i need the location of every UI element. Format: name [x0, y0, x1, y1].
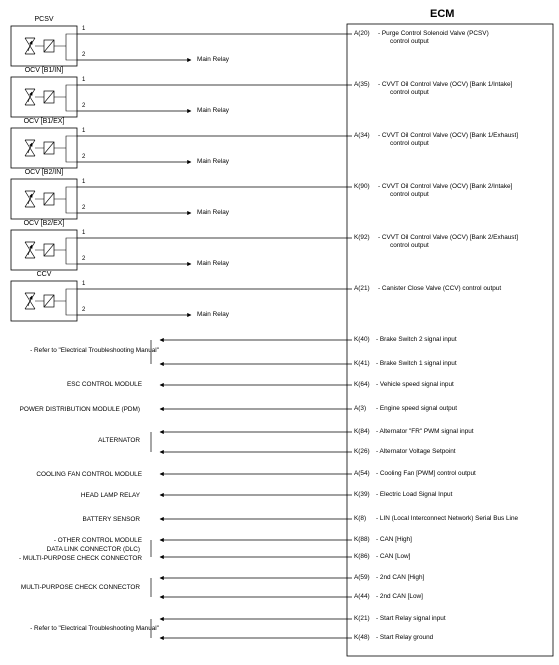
pin-2-number: 2 [82, 103, 86, 109]
signal-description: - Start Relay ground [376, 634, 434, 641]
pin-1-number: 1 [82, 128, 86, 134]
pin-2-number: 2 [82, 205, 86, 211]
signal-pin: A(3) [354, 405, 367, 412]
can-label-line1: - OTHER CONTROL MODULE [53, 537, 142, 544]
signal-description: - CAN [High] [376, 536, 412, 543]
signal-description: - Start Relay signal input [376, 615, 446, 622]
battery-sensor-label: BATTERY SENSOR [82, 516, 140, 523]
signal-description: - 2nd CAN [Low] [376, 593, 423, 600]
valve-pin: A(35) [354, 81, 370, 88]
valve-description: - Purge Control Solenoid Valve (PCSV) [378, 30, 489, 37]
signal-description: - 2nd CAN [High] [376, 574, 425, 581]
valve-description: - CVVT Oil Control Valve (OCV) [Bank 2/Exhaust] [378, 234, 519, 241]
pin-2-number: 2 [82, 307, 86, 313]
signal-description: - CAN [Low] [376, 553, 411, 560]
signal-description: - Brake Switch 2 signal input [376, 336, 457, 343]
signal-pin: K(84) [354, 428, 370, 435]
valve-description: - CVVT Oil Control Valve (OCV) [Bank 2/Intake] [378, 183, 513, 190]
cooling-fan-label: COOLING FAN CONTROL MODULE [36, 471, 142, 478]
signal-pin: K(21) [354, 615, 370, 622]
valve-description: - Canister Close Valve (CCV) control output [378, 285, 502, 292]
valve-label: CCV [36, 271, 52, 278]
signal-pin: A(44) [354, 593, 370, 600]
signal-pin: K(88) [354, 536, 370, 543]
signal-description: - Vehicle speed signal input [376, 381, 454, 388]
main-relay-label: Main Relay [197, 158, 229, 165]
signal-pin: K(39) [354, 491, 370, 498]
valve-label: OCV [B1/EX] [23, 118, 65, 125]
valve-description: - CVVT Oil Control Valve (OCV) [Bank 1/Exhaust] [378, 132, 519, 139]
valve-description: - CVVT Oil Control Valve (OCV) [Bank 1/Intake] [378, 81, 513, 88]
main-relay-label: Main Relay [197, 107, 229, 114]
valve-description-line2: control output [390, 38, 429, 45]
signal-description: - Brake Switch 1 signal input [376, 360, 457, 367]
valve-description-line2: control output [390, 89, 429, 96]
signal-description: - Alternator "FR" PWM signal input [376, 428, 474, 435]
signal-pin: K(41) [354, 360, 370, 367]
signal-description: - Engine speed signal output [376, 405, 458, 412]
pdm-label: POWER DISTRIBUTION MODULE (PDM) [19, 406, 140, 413]
alternator-label: ALTERNATOR [98, 437, 140, 444]
pin-2-number: 2 [82, 52, 86, 58]
signal-pin: A(54) [354, 470, 370, 477]
pin-1-number: 1 [82, 179, 86, 185]
valve-pin: K(92) [354, 234, 370, 241]
valve-label: OCV [B1/IN] [24, 67, 64, 74]
main-relay-label: Main Relay [197, 56, 229, 63]
mpc-label: MULTI-PURPOSE CHECK CONNECTOR [20, 584, 140, 591]
signal-pin: K(40) [354, 336, 370, 343]
signal-pin: K(48) [354, 634, 370, 641]
pin-1-number: 1 [82, 281, 86, 287]
valve-description-line2: control output [390, 191, 429, 198]
main-relay-label: Main Relay [197, 260, 229, 267]
signal-description: - Alternator Voltage Setpoint [376, 448, 456, 455]
pin-2-number: 2 [82, 256, 86, 262]
esc-label: ESC CONTROL MODULE [66, 381, 142, 388]
main-relay-label: Main Relay [197, 209, 229, 216]
pin-2-number: 2 [82, 154, 86, 160]
valve-label: PCSV [34, 16, 54, 23]
pin-1-number: 1 [82, 230, 86, 236]
pin-1-number: 1 [82, 26, 86, 32]
valve-label: OCV [B2/IN] [24, 169, 64, 176]
signal-pin: K(86) [354, 553, 370, 560]
head-lamp-label: HEAD LAMP RELAY [80, 492, 140, 499]
can-label-line2: DATA LINK CONNECTOR (DLC) [46, 546, 140, 553]
can-label-line3: - MULTI-PURPOSE CHECK CONNECTOR [19, 555, 142, 562]
signal-description: - Cooling Fan [PWM] control output [376, 470, 476, 477]
valve-pin: A(34) [354, 132, 370, 139]
brake-ref-label: - Refer to "Electrical Troubleshooting Manual" [30, 347, 159, 354]
signal-pin: K(26) [354, 448, 370, 455]
valve-label: OCV [B2/EX] [23, 220, 65, 227]
signal-pin: K(64) [354, 381, 370, 388]
start-ref-label: - Refer to "Electrical Troubleshooting Manual" [30, 625, 159, 632]
valve-pin: K(90) [354, 183, 370, 190]
valve-pin: A(21) [354, 285, 370, 292]
valve-pin: A(20) [354, 30, 370, 37]
signal-description: - LIN (Local Interconnect Network) Serial Bus Line [376, 515, 519, 522]
ecm-title: ECM [430, 8, 455, 20]
signal-pin: K(8) [354, 515, 367, 522]
signal-description: - Electric Load Signal Input [376, 491, 453, 498]
pin-1-number: 1 [82, 77, 86, 83]
valve-description-line2: control output [390, 140, 429, 147]
signal-pin: A(59) [354, 574, 370, 581]
main-relay-label: Main Relay [197, 311, 229, 318]
valve-description-line2: control output [390, 242, 429, 249]
